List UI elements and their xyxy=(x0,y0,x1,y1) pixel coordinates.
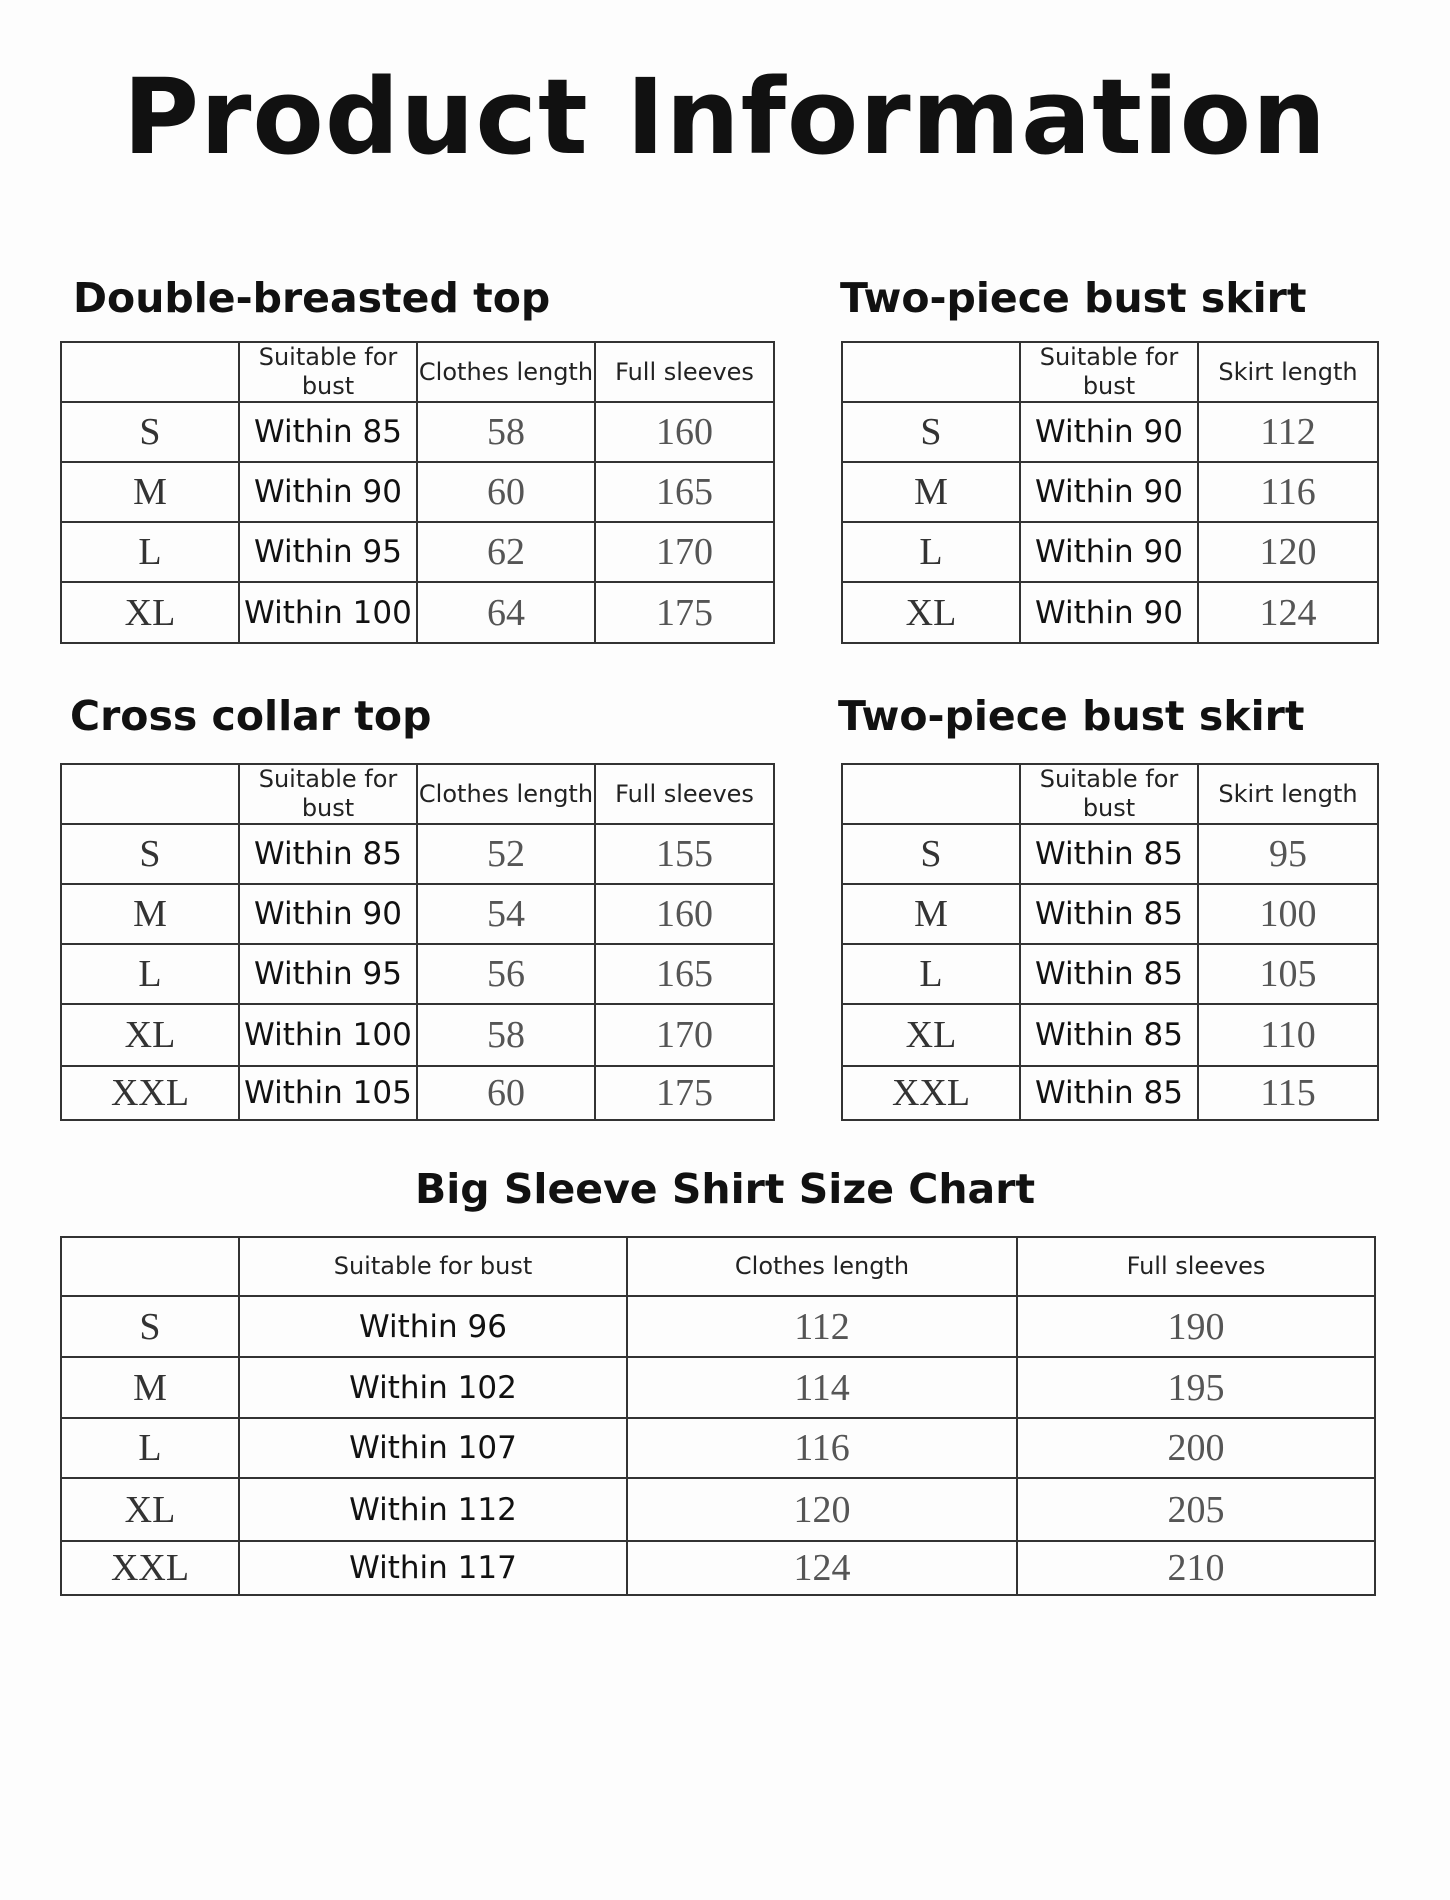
header-size xyxy=(61,1237,239,1296)
size-cell: M xyxy=(842,462,1020,522)
clothes-length-cell: 60 xyxy=(417,462,595,522)
section-title-cross-collar-top: Cross collar top xyxy=(70,692,432,740)
table-row xyxy=(61,1004,774,1066)
bust-cell: Within 90 xyxy=(1020,522,1198,582)
table-row xyxy=(61,522,774,582)
header-clothes-length: Clothes length xyxy=(417,342,595,402)
bust-cell: Within 105 xyxy=(239,1066,417,1120)
full-sleeves-cell: 210 xyxy=(1017,1541,1375,1595)
table-row xyxy=(842,944,1378,1004)
bust-cell: Within 95 xyxy=(239,522,417,582)
two-piece-bust-skirt-table xyxy=(841,763,1379,1121)
table-row xyxy=(842,522,1378,582)
double-breasted-top-table xyxy=(60,341,775,644)
skirt-length-cell: 120 xyxy=(1198,522,1378,582)
size-cell: M xyxy=(61,884,239,944)
bust-cell: Within 90 xyxy=(1020,402,1198,462)
size-cell: XXL xyxy=(61,1541,239,1595)
table-header-row xyxy=(842,764,1378,824)
full-sleeves-cell: 155 xyxy=(595,824,774,884)
header-suitable-for-bust: Suitable for bust xyxy=(1020,764,1198,824)
size-cell: M xyxy=(842,884,1020,944)
header-suitable-for-bust: Suitable for bust xyxy=(239,764,417,824)
header-full-sleeves: Full sleeves xyxy=(1017,1237,1375,1296)
header-full-sleeves: Full sleeves xyxy=(595,342,774,402)
full-sleeves-cell: 175 xyxy=(595,582,774,643)
header-suitable-for-bust: Suitable for bust xyxy=(239,1237,627,1296)
table-row xyxy=(61,462,774,522)
table-row xyxy=(61,1418,1375,1478)
table-row xyxy=(842,1004,1378,1066)
clothes-length-cell: 58 xyxy=(417,1004,595,1066)
big-sleeve-shirt-table xyxy=(60,1236,1376,1596)
full-sleeves-cell: 165 xyxy=(595,462,774,522)
header-clothes-length: Clothes length xyxy=(627,1237,1017,1296)
two-piece-bust-skirt-table xyxy=(841,341,1379,644)
bust-cell: Within 85 xyxy=(239,402,417,462)
skirt-length-cell: 124 xyxy=(1198,582,1378,643)
size-cell: S xyxy=(61,824,239,884)
size-cell: XL xyxy=(61,1478,239,1541)
skirt-length-cell: 95 xyxy=(1198,824,1378,884)
page-title: Product Information xyxy=(122,56,1328,178)
table-header-row xyxy=(61,342,774,402)
size-cell: XL xyxy=(842,1004,1020,1066)
header-clothes-length: Clothes length xyxy=(417,764,595,824)
bust-cell: Within 90 xyxy=(1020,462,1198,522)
table-header-row xyxy=(61,764,774,824)
bust-cell: Within 85 xyxy=(1020,1066,1198,1120)
table-row xyxy=(842,884,1378,944)
table-header-row xyxy=(61,1237,1375,1296)
cross-collar-top-table xyxy=(60,763,775,1121)
bust-cell: Within 95 xyxy=(239,944,417,1004)
skirt-length-cell: 105 xyxy=(1198,944,1378,1004)
bust-cell: Within 85 xyxy=(1020,1004,1198,1066)
full-sleeves-cell: 195 xyxy=(1017,1357,1375,1418)
clothes-length-cell: 52 xyxy=(417,824,595,884)
clothes-length-cell: 58 xyxy=(417,402,595,462)
table-header-row xyxy=(842,342,1378,402)
bust-cell: Within 85 xyxy=(239,824,417,884)
full-sleeves-cell: 205 xyxy=(1017,1478,1375,1541)
table-row xyxy=(842,582,1378,643)
full-sleeves-cell: 190 xyxy=(1017,1296,1375,1357)
clothes-length-cell: 64 xyxy=(417,582,595,643)
table-row xyxy=(61,582,774,643)
header-size xyxy=(842,764,1020,824)
clothes-length-cell: 114 xyxy=(627,1357,1017,1418)
size-cell: S xyxy=(842,824,1020,884)
full-sleeves-cell: 200 xyxy=(1017,1418,1375,1478)
bust-cell: Within 100 xyxy=(239,1004,417,1066)
size-cell: L xyxy=(842,522,1020,582)
table-row xyxy=(61,402,774,462)
full-sleeves-cell: 170 xyxy=(595,522,774,582)
bust-cell: Within 90 xyxy=(239,462,417,522)
clothes-length-cell: 124 xyxy=(627,1541,1017,1595)
table-row xyxy=(61,1541,1375,1595)
size-cell: L xyxy=(842,944,1020,1004)
size-cell: XL xyxy=(61,1004,239,1066)
bust-cell: Within 100 xyxy=(239,582,417,643)
table-row xyxy=(842,462,1378,522)
table-row xyxy=(842,1066,1378,1120)
section-title-two-piece-bust-skirt: Two-piece bust skirt xyxy=(838,692,1305,740)
bust-cell: Within 85 xyxy=(1020,824,1198,884)
header-suitable-for-bust: Suitable for bust xyxy=(1020,342,1198,402)
clothes-length-cell: 120 xyxy=(627,1478,1017,1541)
table-row xyxy=(61,1478,1375,1541)
section-title-double-breasted-top: Double-breasted top xyxy=(73,274,551,322)
clothes-length-cell: 116 xyxy=(627,1418,1017,1478)
table-row xyxy=(61,884,774,944)
header-size xyxy=(842,342,1020,402)
skirt-length-cell: 100 xyxy=(1198,884,1378,944)
size-cell: M xyxy=(61,462,239,522)
header-skirt-length: Skirt length xyxy=(1198,342,1378,402)
bust-cell: Within 85 xyxy=(1020,944,1198,1004)
clothes-length-cell: 54 xyxy=(417,884,595,944)
header-suitable-for-bust: Suitable for bust xyxy=(239,342,417,402)
size-cell: S xyxy=(842,402,1020,462)
size-cell: XXL xyxy=(61,1066,239,1120)
table-row xyxy=(61,1066,774,1120)
bust-cell: Within 96 xyxy=(239,1296,627,1357)
table-row xyxy=(61,1296,1375,1357)
size-cell: S xyxy=(61,402,239,462)
full-sleeves-cell: 175 xyxy=(595,1066,774,1120)
size-cell: M xyxy=(61,1357,239,1418)
bust-cell: Within 112 xyxy=(239,1478,627,1541)
section-title-big-sleeve-shirt: Big Sleeve Shirt Size Chart xyxy=(414,1165,1036,1213)
full-sleeves-cell: 160 xyxy=(595,402,774,462)
bust-cell: Within 117 xyxy=(239,1541,627,1595)
size-cell: S xyxy=(61,1296,239,1357)
size-cell: XL xyxy=(842,582,1020,643)
full-sleeves-cell: 170 xyxy=(595,1004,774,1066)
header-size xyxy=(61,764,239,824)
size-cell: L xyxy=(61,522,239,582)
table-row xyxy=(842,824,1378,884)
skirt-length-cell: 116 xyxy=(1198,462,1378,522)
section-title-two-piece-bust-skirt: Two-piece bust skirt xyxy=(840,274,1307,322)
size-cell: XXL xyxy=(842,1066,1020,1120)
table-row xyxy=(61,824,774,884)
skirt-length-cell: 115 xyxy=(1198,1066,1378,1120)
header-size xyxy=(61,342,239,402)
size-cell: L xyxy=(61,1418,239,1478)
clothes-length-cell: 56 xyxy=(417,944,595,1004)
bust-cell: Within 107 xyxy=(239,1418,627,1478)
clothes-length-cell: 62 xyxy=(417,522,595,582)
bust-cell: Within 90 xyxy=(239,884,417,944)
full-sleeves-cell: 160 xyxy=(595,884,774,944)
size-cell: XL xyxy=(61,582,239,643)
clothes-length-cell: 60 xyxy=(417,1066,595,1120)
table-row xyxy=(61,944,774,1004)
bust-cell: Within 102 xyxy=(239,1357,627,1418)
bust-cell: Within 85 xyxy=(1020,884,1198,944)
table-row xyxy=(61,1357,1375,1418)
skirt-length-cell: 112 xyxy=(1198,402,1378,462)
clothes-length-cell: 112 xyxy=(627,1296,1017,1357)
skirt-length-cell: 110 xyxy=(1198,1004,1378,1066)
size-cell: L xyxy=(61,944,239,1004)
full-sleeves-cell: 165 xyxy=(595,944,774,1004)
header-skirt-length: Skirt length xyxy=(1198,764,1378,824)
bust-cell: Within 90 xyxy=(1020,582,1198,643)
table-row xyxy=(842,402,1378,462)
header-full-sleeves: Full sleeves xyxy=(595,764,774,824)
